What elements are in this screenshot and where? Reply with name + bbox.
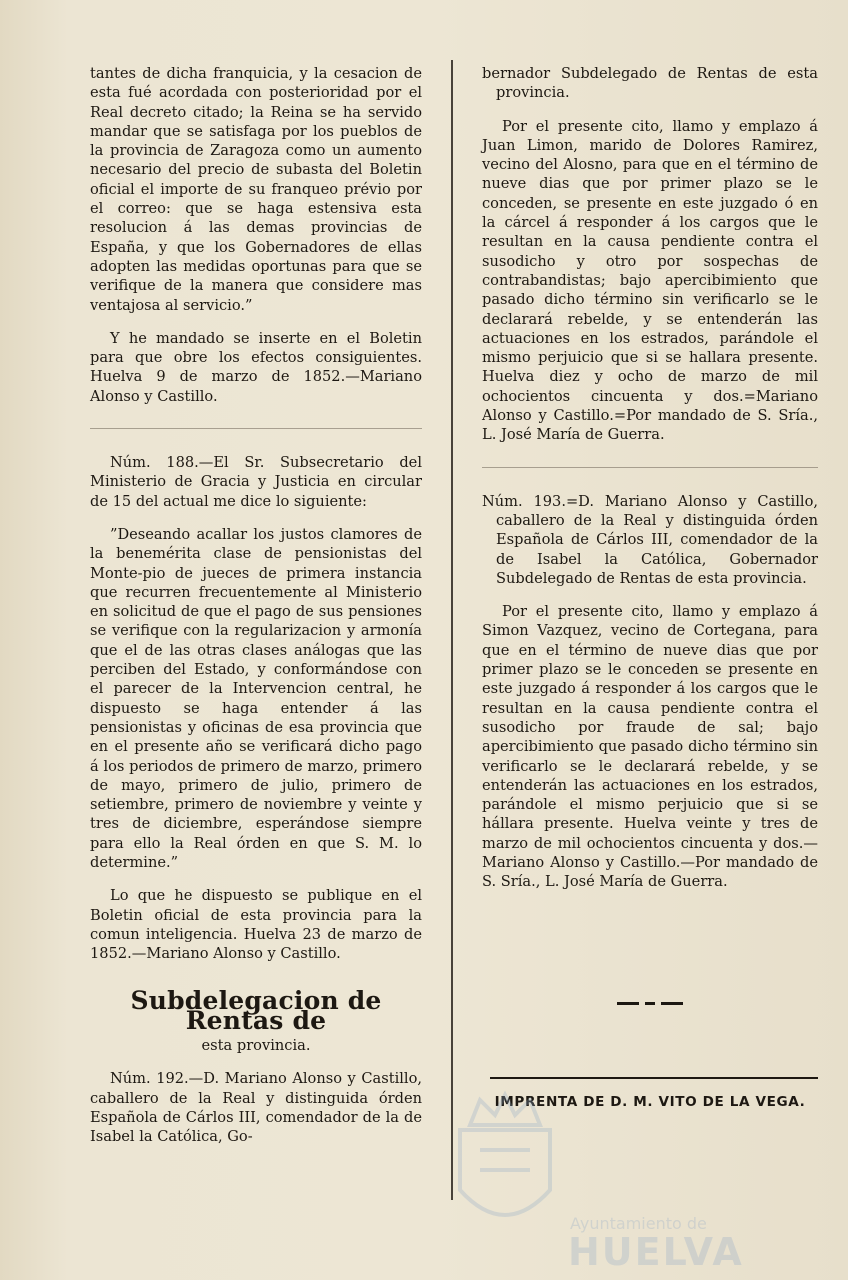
paragraph-num-192: Núm. 192.—D. Mariano Alonso y Castillo, caballero de la Real y distinguida órden Española de Cárlos III, comendador de la de Isabel la Católica, Go-: [90, 1070, 422, 1146]
column-divider: [451, 60, 453, 1200]
paragraph-gobernador-continued: bernador Subdelegado de Rentas de esta provincia.: [482, 65, 818, 102]
paragraph-publique: Lo que he dispuesto se publique en el Boletin oficial de esta provincia para la comun inteligencia. Huelva 23 de marzo de 1852.—Mariano Alonso y Castillo.: [90, 887, 422, 963]
paragraph-num-188: Núm. 188.—El Sr. Subsecretario del Ministerio de Gracia y Justicia en circular de 15 del actual me dice lo siguiente:: [90, 454, 422, 510]
section-title: Subdelegacion de Rentas de: [130, 986, 382, 1035]
imprint-rule: [490, 1077, 818, 1079]
left-column: [90, 64, 422, 1161]
right-column: [482, 64, 818, 1112]
paragraph-circular-quote: ”Deseando acallar los justos clamores de la benemérita clase de pensionistas del Monte-pio de jueces de primera instancia que recurren frecuentemente al Ministerio en solicitud de que el pago de sus pensiones se verifique con la regularizacion y armonía que el de las otras clases análogas que las perciben del Estado, y conformándose con el parecer de la Intervencion central, he dispuesto se haga entender á las pensionistas y oficinas de esa provincia que en el presente año se verificará dicho pago á los periodos de primero de marzo, primero de mayo, primero de julio, primero de setiembre, primero de noviembre y veinte y tres de diciembre, esperándose siempre para ello la Real órden en que S. M. lo determine.”: [90, 525, 422, 871]
watermark-caption: Ayuntamiento de: [570, 1214, 707, 1233]
paragraph-inserte-boletin: Y he mandado se inserte en el Boletin para que obre los efectos consiguientes. Huelva 9 de marzo de 1852.—Mariano Alonso y Castillo.: [90, 329, 422, 405]
section-subtitle: esta provincia.: [201, 1037, 311, 1055]
paragraph-emplazo-juan-limon: Por el presente cito, llamo y emplazo á Juan Limon, marido de Dolores Ramirez, vecino del Alosno, para que en el término de nueve dias que por primer plazo se le conceden, se presente en este juzgado ó en la cárcel á responder á los cargos que le resultan en la causa pendiente contra el susodicho y otro por sospechas de contrabandistas; bajo apercibimiento que pasado dicho término sin verificarlo se le declarará rebelde, y se entenderán las actuaciones en los estrados, parándole el mismo perjuicio que si se hallara presente. Huelva diez y ocho de marzo de mil ochocientos cincuenta y dos.=Mariano Alonso y Castillo.=Por mandado de S. Sría., L. José María de Guerra.: [482, 117, 818, 444]
imprint-line: IMPRENTA DE D. M. VITO DE LA VEGA.: [494, 1093, 806, 1110]
paragraph-franquicia: tantes de dicha franquicia, y la cesacion de esta fué acordada con posterioridad por el Real decreto citado; la Reina se ha servido mandar que se satisfaga por los pueblos de la provincia de Zaragoza como un aumento necesario del precio de subasta del Boletin oficial el importe de su franqueo prévio por el correo: que se haga estensiva esta resolucion á las demas provincias de España, y que los Gobernadores de ellas adopten las medidas oportunas para que se verifique de la manera que considere mas ventajosa al servicio.”: [90, 65, 422, 314]
separator: [482, 467, 818, 468]
end-ornament: [482, 1002, 818, 1005]
separator: [90, 428, 422, 429]
paragraph-emplazo-simon-vazquez: Por el presente cito, llamo y emplazo á Simon Vazquez, vecino de Cortegana, para que en el término de nueve dias que por primer plazo se le conceden se presente en este juzgado á responder á los cargos que le resultan en la causa pendiente contra el susodicho por fraude de sal; bajo apercibimiento que pasado dicho término sin verificarlo se le declarará rebelde, y se entenderán las actuaciones en los estrados, parándole el mismo perjuicio que si se hállara presente. Huelva veinte y tres de marzo de mil ochocientos cincuenta y dos.—Mariano Alonso y Castillo.—Por mandado de S. Sría., L. José María de Guerra.: [482, 603, 818, 891]
watermark-title: HUELVA: [568, 1230, 744, 1274]
paragraph-num-193: Núm. 193.=D. Mariano Alonso y Castillo, caballero de la Real y distinguida órden Española de Cárlos III, comendador de la de Isabel la Católica, Gobernador Subdelegado de Rentas de esta provincia.: [482, 492, 818, 587]
